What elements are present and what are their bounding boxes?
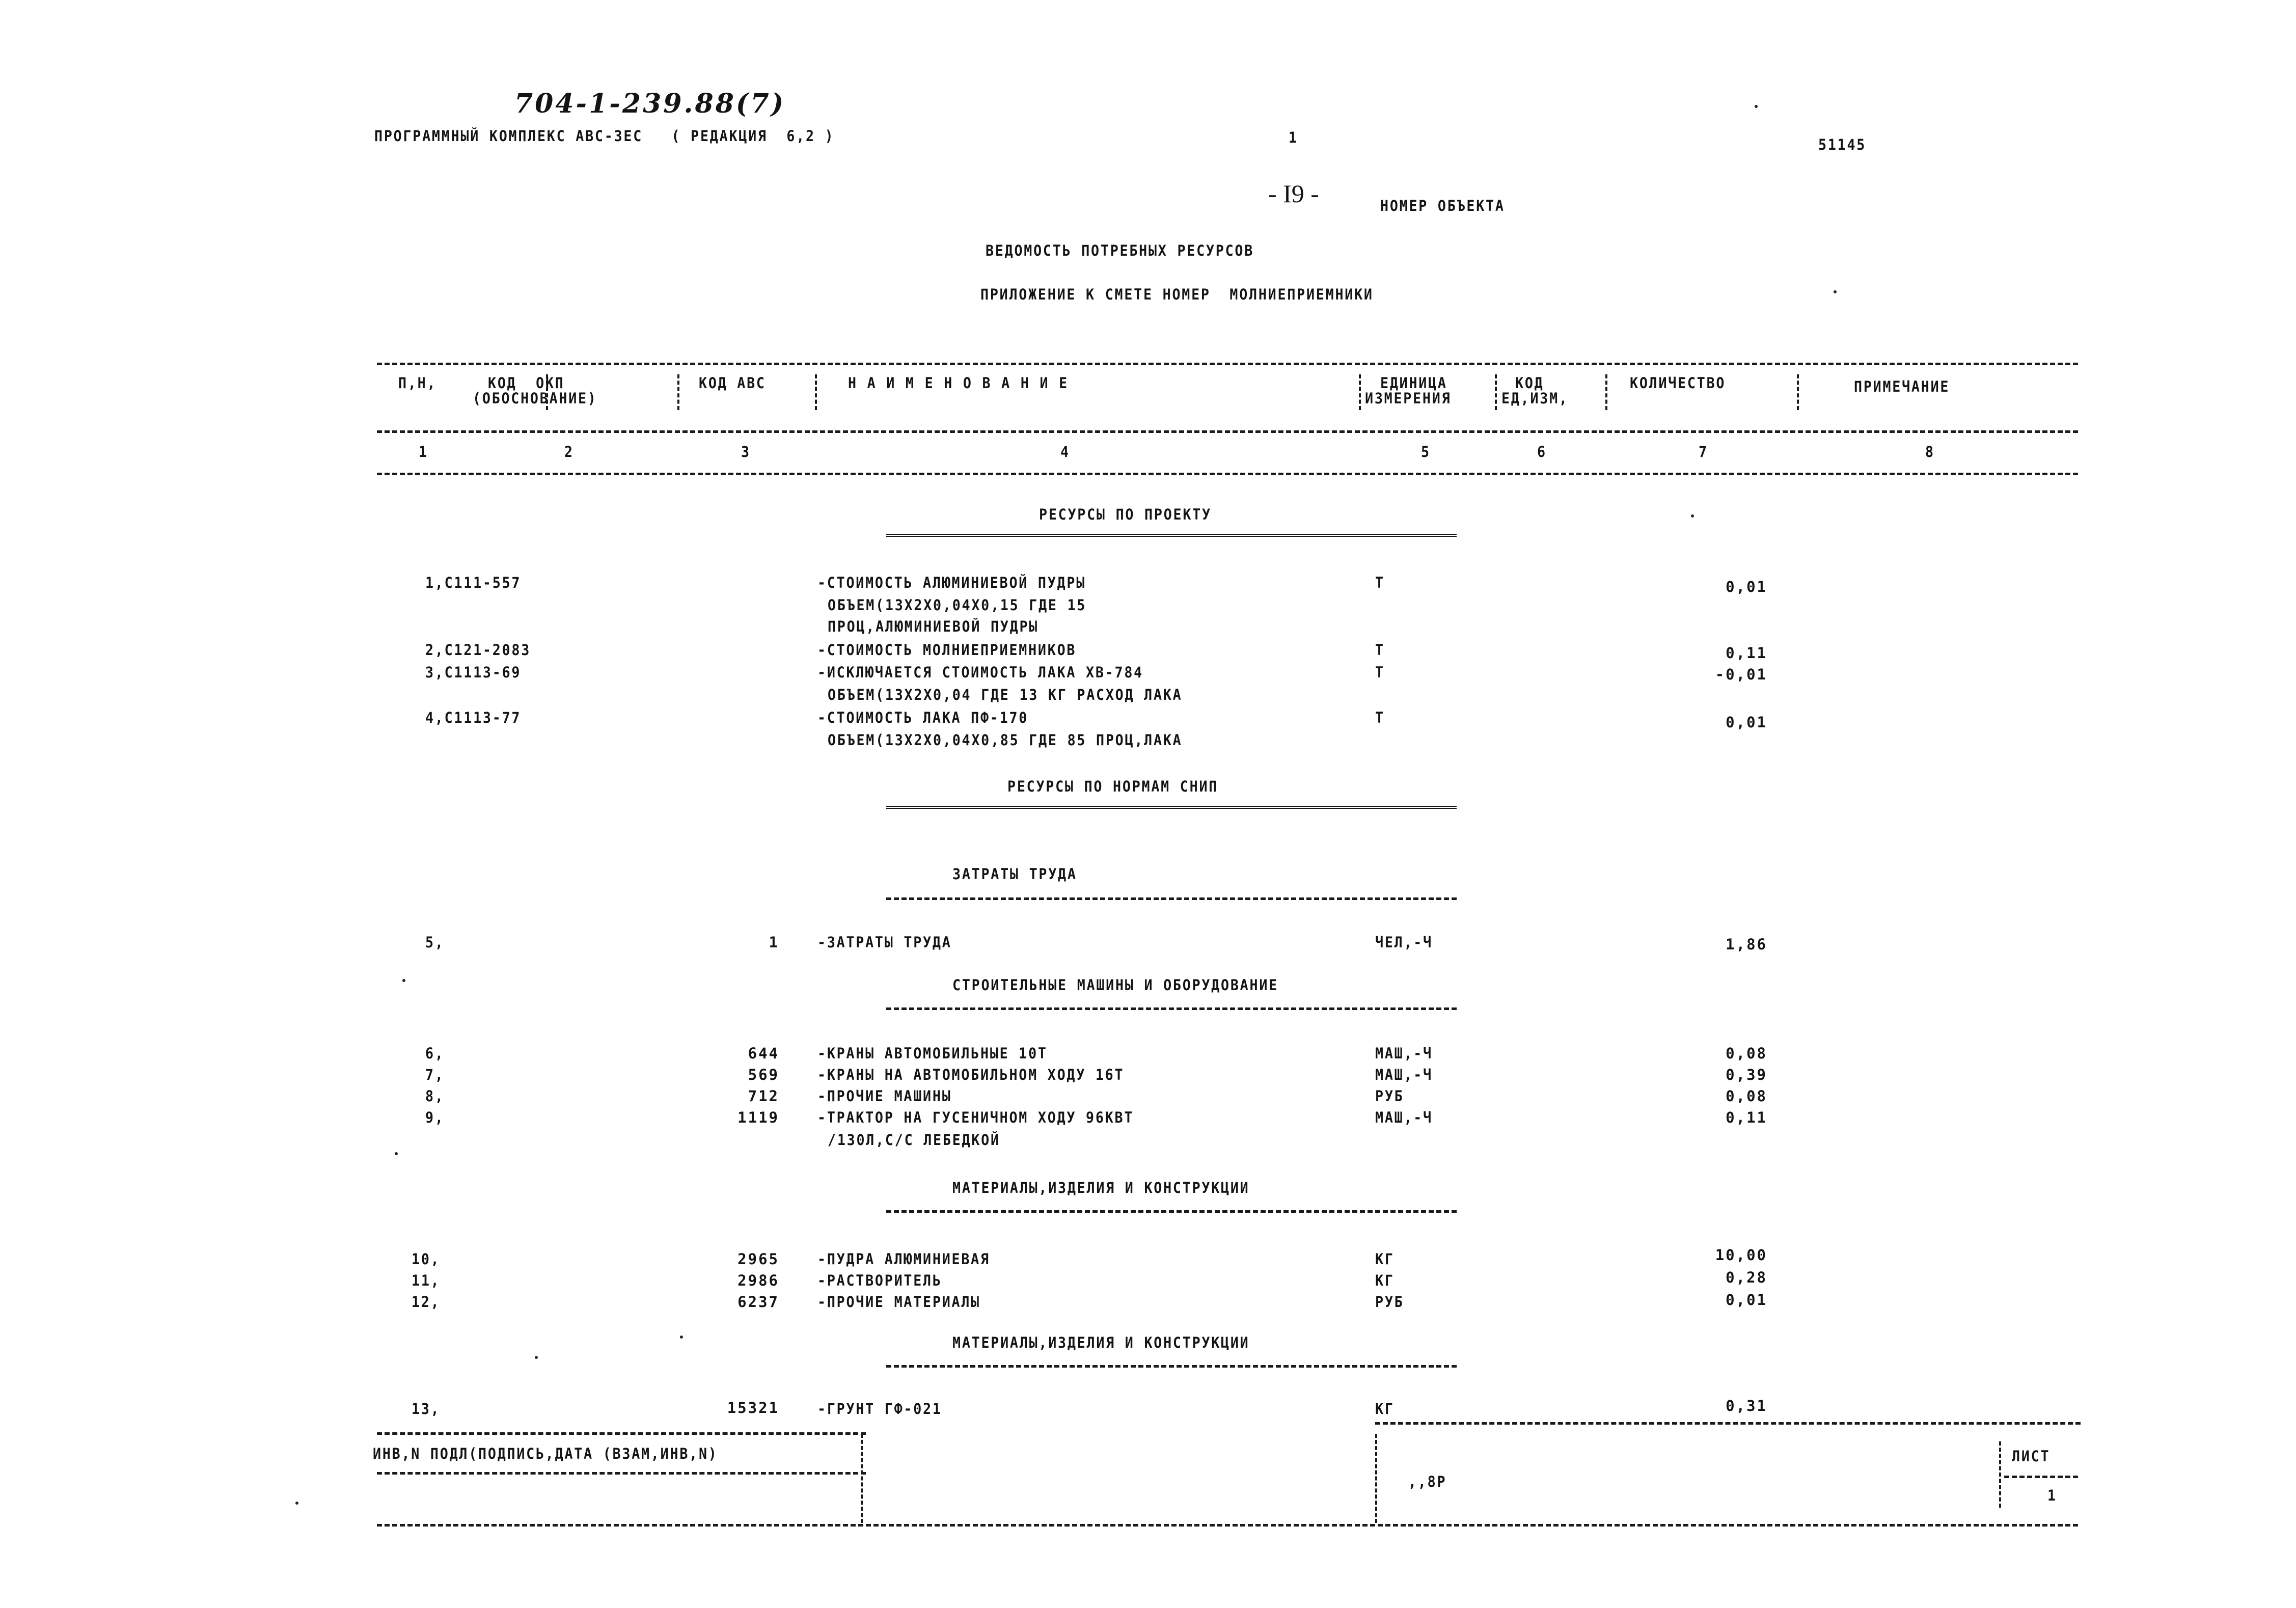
page-marker: 1 [1289,129,1298,146]
row-name-continuation: /130Л,С/С ЛЕБЕДКОЙ [828,1131,1000,1149]
document-number: 51145 [1818,136,1867,153]
row-name: -ТРАКТОР НА ГУСЕНИЧНОМ ХОДУ 96КВТ [817,1109,1134,1126]
col-header-abc-code: КОД АВС [699,374,766,392]
header-separator [1359,374,1361,410]
col-header-unit: ЕДИНИЦА [1380,374,1447,392]
col-header-position: П,Н, [398,374,437,392]
row-abc-code: 2986 [737,1272,779,1289]
row-unit: Т [1375,641,1385,659]
row-quantity: 10,00 [1715,1246,1767,1264]
row-name: -СТОИМОСТЬ АЛЮМИНИЕВОЙ ПУДРЫ [817,574,1086,591]
row-position: 9, [425,1109,445,1126]
row-name: -РАСТВОРИТЕЛЬ [817,1272,942,1289]
col-header-quantity: КОЛИЧЕСТВО [1630,374,1726,392]
document-subtitle: ПРИЛОЖЕНИЕ К СМЕТЕ НОМЕР МОЛНИЕПРИЕМНИКИ [980,286,1374,303]
header-mid-rule [377,430,2078,433]
row-name: -ГРУНТ ГФ-021 [817,1400,942,1418]
row-unit: МАШ,-Ч [1375,1045,1433,1062]
section-heading: РЕСУРСЫ ПО ПРОЕКТУ [1039,506,1212,523]
stamp-separator [861,1434,863,1523]
col-header-name: Н А И М Е Н О В А Н И Е [848,374,1069,392]
row-abc-code: 712 [748,1087,779,1105]
scan-speck [1755,105,1758,108]
col-header-okp-code: КОД ОКП [488,374,565,392]
scan-speck [680,1336,683,1339]
header-separator [1495,374,1497,410]
section-underline [886,806,1457,809]
stamp-fields: ИНВ,N ПОДЛ(ПОДПИСЬ,ДАТА (ВЗАМ,ИНВ,N) [373,1445,718,1462]
row-position: 7, [425,1066,445,1083]
scan-speck [395,1152,398,1155]
row-abc-code: 644 [748,1045,779,1062]
section-underline [886,897,1457,900]
row-unit: Т [1375,709,1385,726]
header-separator [1605,374,1607,410]
row-quantity: 0,08 [1726,1087,1767,1105]
col-header-justification: (ОБОСНОВАНИЕ) [473,390,597,407]
object-number-label: НОМЕР ОБЪЕКТА [1380,197,1505,214]
row-name: -КРАНЫ НА АВТОМОБИЛЬНОМ ХОДУ 16Т [817,1066,1125,1083]
row-position: 2,С121-2083 [425,641,531,659]
folio-number: - I9 - [1268,179,1319,208]
row-abc-code: 6237 [737,1293,779,1311]
row-unit: РУБ [1375,1293,1404,1311]
section-heading: ЗАТРАТЫ ТРУДА [952,865,1077,883]
row-position: 10, [412,1250,441,1268]
row-quantity: 0,01 [1726,714,1767,731]
row-name: -СТОИМОСТЬ ЛАКА ПФ-170 [817,709,1029,726]
row-unit: Т [1375,664,1385,681]
row-position: 4,С1113-77 [425,709,522,726]
header-top-rule [377,363,2078,365]
scan-speck [402,979,405,982]
row-name: -ЗАТРАТЫ ТРУДА [817,934,952,951]
row-unit: МАШ,-Ч [1375,1109,1433,1126]
row-quantity: 0,01 [1726,578,1767,595]
header-separator [815,374,817,410]
section-heading: МАТЕРИАЛЫ,ИЗДЕЛИЯ И КОНСТРУКЦИИ [952,1334,1250,1351]
col-header-unit-measure: ИЗМЕРЕНИЯ [1365,390,1452,407]
stamp-mid-rule [377,1472,866,1475]
row-quantity: 1,86 [1726,936,1767,953]
scan-speck [295,1502,298,1505]
row-unit: ЧЕЛ,-Ч [1375,934,1433,951]
section-heading: РЕСУРСЫ ПО НОРМАМ СНИП [1007,778,1219,795]
col-header-note: ПРИМЕЧАНИЕ [1854,378,1950,395]
row-abc-code: 15321 [727,1399,779,1416]
stamp-separator [1375,1434,1377,1523]
row-name: -ПУДРА АЛЮМИНИЕВАЯ [817,1250,990,1268]
row-quantity: 0,11 [1726,644,1767,662]
row-name: -СТОИМОСТЬ МОЛНИЕПРИЕМНИКОВ [817,641,1077,659]
header-separator [677,374,679,410]
section-underline [886,1210,1457,1213]
col-number: 5 [1421,443,1431,460]
sheet-label: ЛИСТ [2012,1448,2051,1465]
sheet-rule [2004,1476,2078,1478]
row-quantity: -0,01 [1715,666,1767,683]
col-number: 6 [1537,443,1547,460]
sheet-number: 1 [2047,1487,2057,1504]
row-quantity: 0,08 [1726,1045,1767,1062]
row-name-continuation: ОБЪЕМ(13Х2Х0,04Х0,15 ГДЕ 15 [828,596,1087,614]
section-heading: МАТЕРИАЛЫ,ИЗДЕЛИЯ И КОНСТРУКЦИИ [952,1179,1250,1196]
document-title: ВЕДОМОСТЬ ПОТРЕБНЫХ РЕСУРСОВ [986,242,1254,259]
handwritten-drawing-code: 704-1-239.88(7) [514,88,786,119]
row-name: -ПРОЧИЕ МАШИНЫ [817,1087,952,1105]
header-bottom-rule [377,473,2078,475]
row-quantity: 0,28 [1726,1269,1767,1286]
stamp-top-rule-left [377,1432,866,1435]
row-name: -ПРОЧИЕ МАТЕРИАЛЫ [817,1293,980,1311]
row-unit: КГ [1375,1272,1395,1289]
row-position: 1,С111-557 [425,574,522,591]
scan-speck [1834,290,1837,293]
stamp-separator [1999,1441,2001,1508]
col-number: 1 [419,443,428,460]
row-position: 6, [425,1045,445,1062]
row-position: 3,С1113-69 [425,664,522,681]
row-quantity: 0,39 [1726,1066,1767,1083]
row-quantity: 0,01 [1726,1291,1767,1309]
section-underline [886,1365,1457,1368]
row-name-continuation: ОБЪЕМ(13Х2Х0,04Х0,85 ГДЕ 85 ПРОЦ,ЛАКА [828,731,1183,749]
col-number: 4 [1060,443,1070,460]
stamp-center-mark: ,,8Р [1408,1473,1447,1490]
row-unit: КГ [1375,1250,1395,1268]
row-abc-code: 1119 [737,1109,779,1126]
col-number: 8 [1925,443,1935,460]
row-name: -КРАНЫ АВТОМОБИЛЬНЫЕ 10Т [817,1045,1048,1062]
row-name-continuation: ОБЪЕМ(13Х2Х0,04 ГДЕ 13 КГ РАСХОД ЛАКА [828,686,1183,703]
col-number: 3 [741,443,751,460]
row-position: 12, [412,1293,441,1311]
stamp-top-rule-right [1375,1422,2081,1425]
section-underline [886,1007,1457,1010]
row-unit: Т [1375,574,1385,591]
scan-speck [1691,514,1694,517]
row-quantity: 0,31 [1726,1397,1767,1414]
row-quantity: 0,11 [1726,1109,1767,1126]
header-separator [546,374,548,410]
row-abc-code: 1 [769,934,779,951]
col-header-unit-code-sub: ЕД,ИЗМ, [1501,390,1569,407]
scan-speck [535,1356,538,1359]
row-abc-code: 2965 [737,1250,779,1268]
col-header-unit-code: КОД [1515,374,1544,392]
header-separator [1797,374,1799,410]
row-position: 5, [425,934,445,951]
row-unit: КГ [1375,1400,1395,1418]
col-number: 2 [564,443,574,460]
row-unit: РУБ [1375,1087,1404,1105]
row-unit: МАШ,-Ч [1375,1066,1433,1083]
col-number: 7 [1699,443,1708,460]
stamp-bottom-rule [377,1524,2078,1527]
program-line: ПРОГРАММНЫЙ КОМПЛЕКС АВС-3ЕС ( РЕДАКЦИЯ 6,2 ) [374,127,835,145]
section-heading: СТРОИТЕЛЬНЫЕ МАШИНЫ И ОБОРУДОВАНИЕ [952,976,1278,994]
row-name: -ИСКЛЮЧАЕТСЯ СТОИМОСТЬ ЛАКА ХВ-784 [817,664,1143,681]
section-underline [886,534,1457,537]
row-abc-code: 569 [748,1066,779,1083]
row-position: 13, [412,1400,441,1418]
row-position: 8, [425,1087,445,1105]
row-position: 11, [412,1272,441,1289]
row-name-continuation: ПРОЦ,АЛЮМИНИЕВОЙ ПУДРЫ [828,618,1039,635]
